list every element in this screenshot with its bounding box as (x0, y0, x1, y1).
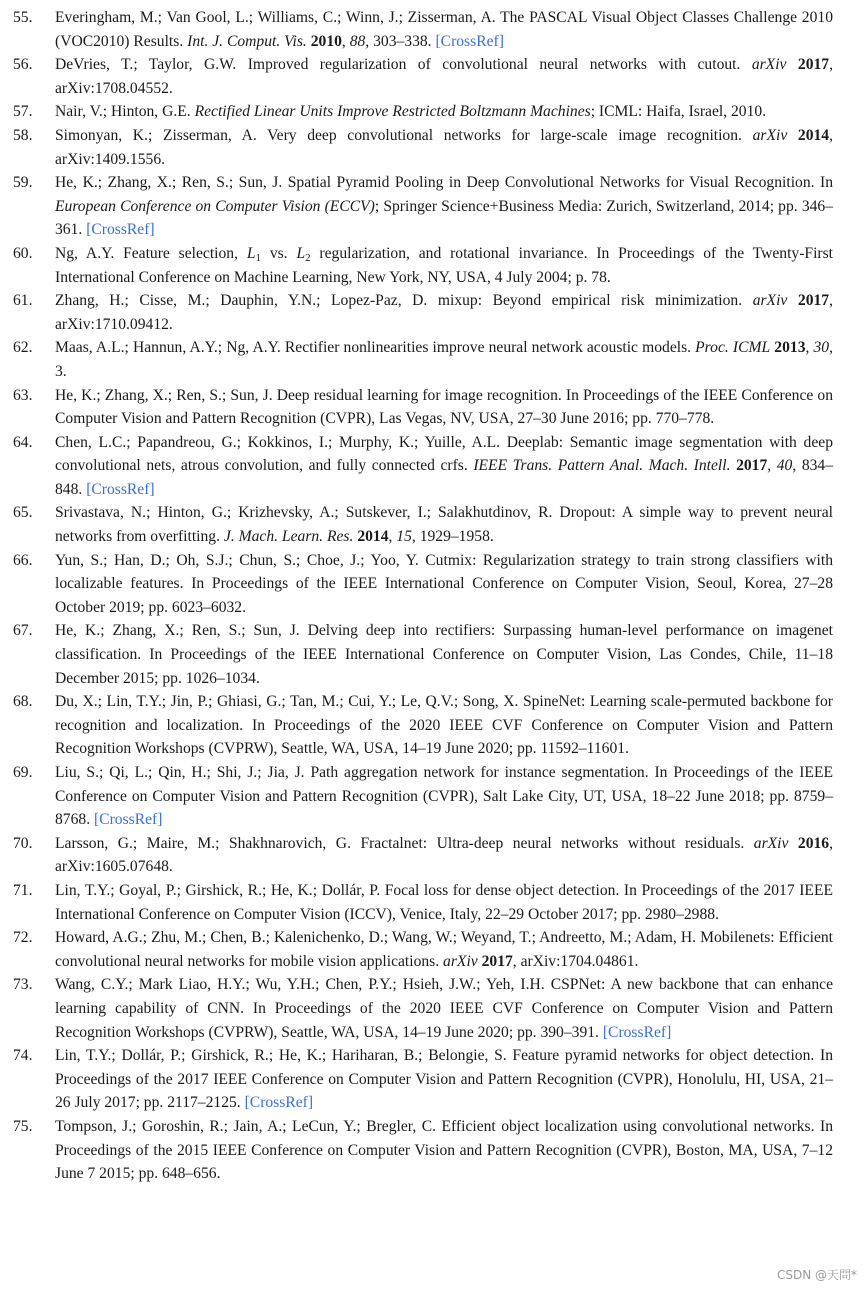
reference-number: 69. (13, 764, 33, 781)
reference-item (0, 100, 865, 124)
reference-number: 57. (13, 103, 33, 121)
reference-item (0, 619, 865, 690)
reference-text: Larsson, G.; Maire, M.; Shakhnarovich, G. Fractalnet: Ultra-deep neural networks without residuals. arXiv 2016, arXiv:1605.07648. (55, 834, 833, 876)
reference-item (0, 289, 865, 336)
reference-item (0, 1115, 865, 1186)
reference-item (0, 832, 865, 879)
reference-number: 74. (13, 1047, 33, 1065)
reference-number: 56. (13, 56, 33, 74)
reference-text: Chen, L.C.; Papandreou, G.; Kokkinos, I.; Murphy, K.; Yuille, A.L. Deeplab: Semantic image segmentation with deep convolutional nets, atrous convolution, and fully connected crfs. IEEE Trans. Pattern Anal. Mach. Intell. 2017, 40, 834–848. [CrossRef] (55, 433, 834, 498)
reference-text: Ng, A.Y. Feature selection, $L_1$ vs. $L_2$ regularization, and rotational invariance. In Proceedings of the Twenty-First International Conference on Machine Learning, New York, NY, USA, 4 July 2004; p. 78. (55, 244, 834, 286)
reference-number: 65. (13, 504, 33, 522)
reference-item (0, 53, 865, 100)
reference-number: 73. (13, 976, 33, 994)
reference-number: 70. (13, 834, 33, 852)
reference-number: 55. (13, 9, 33, 26)
reference-text: Lin, T.Y.; Dollár, P.; Girshick, R.; He, K.; Hariharan, B.; Belongie, S. Feature pyramid networks for object detection. In Proceedings of the 2017 IEEE Conference on Computer Vision and Pattern Recognition (CVPR), Honolulu, HI, USA, 21–26 July 2017; pp. 2117–2125. [CrossRef] (55, 1047, 833, 1112)
reference-number: 75. (13, 1117, 33, 1135)
reference-item (0, 431, 865, 502)
crossref-link[interactable]: [CrossRef] (86, 480, 155, 498)
reference-text: Nair, V.; Hinton, G.E. Rectified Linear Units Improve Restricted Boltzmann Machines; ICML: Haifa, Israel, 2010. (55, 103, 767, 121)
reference-number: 66. (13, 551, 33, 569)
reference-number: 61. (13, 292, 33, 310)
reference-item (0, 171, 865, 242)
reference-text: Yun, S.; Han, D.; Oh, S.J.; Chun, S.; Choe, J.; Yoo, Y. Cutmix: Regularization strategy to train strong classifiers with localizable features. In Proceedings of the IEEE International Conference on Computer Vision, Seoul, Korea, 27–28 October 2019; pp. 6023–6032. (55, 551, 833, 616)
reference-text: Srivastava, N.; Hinton, G.; Krizhevsky, A.; Sutskever, I.; Salakhutdinov, R. Dropout: A simple way to prevent neural networks from overfitting. J. Mach. Learn. Res. 2014, 15, 1929–1958. (55, 504, 833, 546)
reference-text: Lin, T.Y.; Goyal, P.; Girshick, R.; He, K.; Dollár, P. Focal loss for dense object detection. In Proceedings of the 2017 IEEE International Conference on Computer Vision (ICCV), Venice, Italy, 22–29 October 2017; pp. 2980–2988. (55, 881, 833, 923)
reference-item (0, 124, 865, 171)
reference-item (0, 1044, 865, 1115)
reference-text: Liu, S.; Qi, L.; Qin, H.; Shi, J.; Jia, J. Path aggregation network for instance segmentation. In Proceedings of the IEEE Conference on Computer Vision and Pattern Recognition (CVPR), Salt Lake City, UT, USA, 18–22 June 2018; pp. 8759–8768. [CrossRef] (55, 764, 833, 829)
crossref-link[interactable]: [CrossRef] (244, 1094, 314, 1112)
reference-item (0, 6, 865, 53)
reference-text: He, K.; Zhang, X.; Ren, S.; Sun, J. Spatial Pyramid Pooling in Deep Convolutional Networks for Visual Recognition. In European Conference on Computer Vision (ECCV); Springer Science+Business Media: Zurich, Switzerland, 2014; pp. 346–361. [CrossRef] (55, 174, 834, 239)
reference-item (0, 690, 865, 761)
reference-number: 63. (13, 386, 33, 404)
reference-text: DeVries, T.; Taylor, G.W. Improved regularization of convolutional neural networks with cutout. arXiv 2017, arXiv:1708.04552. (55, 56, 833, 97)
reference-text: Simonyan, K.; Zisserman, A. Very deep convolutional networks for large-scale image recognition. arXiv 2014, arXiv:1409.1556. (55, 126, 833, 168)
reference-item (0, 879, 865, 926)
reference-item (0, 242, 865, 289)
reference-text: Maas, A.L.; Hannun, A.Y.; Ng, A.Y. Rectifier nonlinearities improve neural network acoustic models. Proc. ICML 2013, 30, 3. (55, 339, 833, 380)
reference-number: 62. (13, 339, 33, 357)
watermark: CSDN @天問* (776, 1268, 857, 1282)
reference-item (0, 973, 865, 1044)
reference-item (0, 501, 865, 548)
reference-item (0, 549, 865, 620)
reference-item (0, 761, 865, 832)
reference-text: He, K.; Zhang, X.; Ren, S.; Sun, J. Delving deep into rectifiers: Surpassing human-level performance on imagenet classification. In Proceedings of the IEEE International Conference on Computer Vision, Las Condes, Chile, 11–18 December 2015; pp. 1026–1034. (55, 622, 833, 687)
reference-number: 72. (13, 929, 33, 947)
reference-item (0, 336, 865, 383)
reference-list (0, 6, 865, 1186)
reference-text: Zhang, H.; Cisse, M.; Dauphin, Y.N.; Lopez-Paz, D. mixup: Beyond empirical risk minimization. arXiv 2017, arXiv:1710.09412. (55, 292, 833, 333)
reference-number: 59. (13, 174, 33, 192)
reference-number: 68. (13, 693, 33, 711)
reference-number: 64. (13, 433, 33, 451)
reference-text: Howard, A.G.; Zhu, M.; Chen, B.; Kalenichenko, D.; Wang, W.; Weyand, T.; Andreetto, M.; Adam, H. Mobilenets: Efficient convolutional neural networks for mobile vision applications. arXiv 2017, arXiv:1704.04861. (55, 929, 833, 970)
reference-text: Tompson, J.; Goroshin, R.; Jain, A.; LeCun, Y.; Bregler, C. Efficient object localization using convolutional networks. In Proceedings of the 2015 IEEE Conference on Computer Vision and Pattern Recognition (CVPR), Boston, MA, USA, 7–12 June 7 2015; pp. 648–656. (55, 1117, 833, 1183)
reference-text: Du, X.; Lin, T.Y.; Jin, P.; Ghiasi, G.; Tan, M.; Cui, Y.; Le, Q.V.; Song, X. SpineNet: Learning scale-permuted backbone for recognition and localization. In Proceedings of the 2020 IEEE CVF Conference on Computer Vision and Pattern Recognition Workshops (CVPRW), Seattle, WA, USA, 14–19 June 2020; pp. 11592–11601. (55, 693, 833, 758)
reference-text: Wang, C.Y.; Mark Liao, H.Y.; Wu, Y.H.; Chen, P.Y.; Hsieh, J.W.; Yeh, I.H. CSPNet: A new backbone that can enhance learning capability of CNN. In Proceedings of the 2020 IEEE CVF Conference on Computer Vision and Pattern Recognition Workshops (CVPRW), Seattle, WA, USA, 14–19 June 2020; pp. 390–391. [CrossRef] (55, 976, 833, 1041)
reference-number: 58. (13, 126, 33, 144)
reference-number: 60. (13, 244, 33, 262)
reference-item (0, 384, 865, 431)
reference-item (0, 926, 865, 973)
reference-number: 71. (13, 881, 33, 899)
reference-text: Everingham, M.; Van Gool, L.; Williams, C.; Winn, J.; Zisserman, A. The PASCAL Visual Object Classes Challenge 2010 (VOC2010) Results. Int. J. Comput. Vis. 2010, 88, 303–338. [CrossRef] (55, 9, 833, 50)
crossref-link[interactable]: [CrossRef] (602, 1023, 672, 1041)
reference-number: 67. (13, 622, 33, 640)
crossref-link[interactable]: [CrossRef] (93, 811, 163, 829)
crossref-link[interactable]: [CrossRef] (435, 32, 504, 50)
crossref-link[interactable]: [CrossRef] (86, 221, 155, 239)
reference-text: He, K.; Zhang, X.; Ren, S.; Sun, J. Deep residual learning for image recognition. In Proceedings of the IEEE Conference on Computer Vision and Pattern Recognition (CVPR), Las Vegas, NV, USA, 27–30 June 2016; pp. 770–778. (55, 386, 833, 428)
